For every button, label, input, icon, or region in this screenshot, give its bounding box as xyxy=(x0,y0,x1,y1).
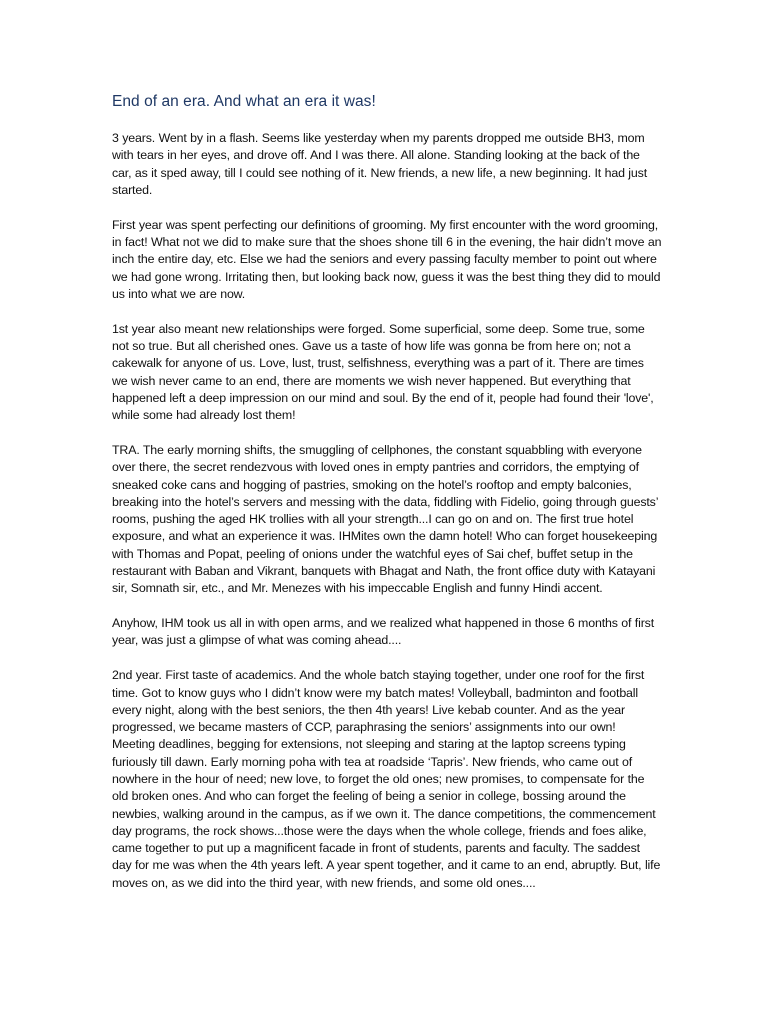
paragraph-tra: TRA. The early morning shifts, the smuggling of cellphones, the constant squabbling with everyone over there, the secret rendezvous with loved ones in empty pantries and corridors, the emptying of sneaked coke cans and hogging of pastries, smoking on the hotel’s rooftop and empty balconies, breaking into the hotel’s servers and messing with the data, fiddling with Fidelio, going through guests’ rooms, pushing the aged HK trollies with all your strength...I can go on and on. The first true hotel exposure, and what an experience it was. IHMites own the damn hotel! Who can forget housekeeping with Thomas and Popat, peeling of onions under the watchful eyes of Sai chef, buffet setup in the restaurant with Baban and Vikrant, banquets with Bhagat and Nath, the front office duty with Katayani sir, Somnath sir, etc., and Mr. Menezes with his impeccable English and funny Hindi accent. xyxy=(112,442,658,596)
document-title: End of an era. And what an era it was! xyxy=(112,93,376,110)
document-page xyxy=(112,93,662,910)
paragraph-grooming: First year was spent perfecting our definitions of grooming. My first encounter with the word grooming, in fact! What not we did to make sure that the shoes shone till 6 in the evening, the hair didn’t move an inch the entire day, etc. Else we had the seniors and every passing faculty member to point out where we had gone wrong. Irritating then, but looking back now, guess it was the best thing they did to mould us into what we are now. xyxy=(112,217,662,301)
paragraph-arrival: 3 years. Went by in a flash. Seems like yesterday when my parents dropped me outside BH3, mom with tears in her eyes, and drove off. And I was there. All alone. Standing looking at the back of the car, as it sped away, till I could see nothing of it. New friends, a new life, a new beginning. It had just started. xyxy=(112,131,647,197)
paragraph-second-year: 2nd year. First taste of academics. And the whole batch staying together, under one roof for the first time. Got to know guys who I didn’t know were my batch mates! Volleyball, badminton and football every night, along with the best seniors, the then 4th years! Live kebab counter. And as the year progressed, we became masters of CCP, paraphrasing the seniors’ assignments into our own! Meeting deadlines, begging for extensions, not sleeping and staring at the laptop screens typing furiously till dawn. Early morning poha with tea at roadside ‘Tapris’. New friends, who came out of nowhere in the hour of need; new love, to forget the old ones; new promises, to compensate for the old broken ones. And who can forget the feeling of being a senior in college, bossing around the newbies, walking around in the campus, as if we own it. The dance competitions, the commencement day programs, the rock shows...those were the days when the whole college, friends and foes alike, came together to put up a magnificent facade in front of students, parents and faculty. The saddest day for me was when the 4th years left. A year spent together, and it came to an end, abruptly. But, life moves on, as we did into the third year, with new friends, and some old ones.... xyxy=(112,668,661,890)
paragraph-ihm: Anyhow, IHM took us all in with open arms, and we realized what happened in those 6 months of first year, was just a glimpse of what was coming ahead.... xyxy=(112,616,655,648)
paragraph-relationships: 1st year also meant new relationships were forged. Some superficial, some deep. Some true, some not so true. But all cherished ones. Gave us a taste of how life was gonna be from here on; not a cakewalk for anyone of us. Love, lust, trust, selfishness, everything was a part of it. There are times we wish never came to an end, there are moments we wish never happened. But everything that happened left a deep impression on our mind and soul. By the end of it, people had found their 'love', while some had already lost them! xyxy=(112,321,654,423)
